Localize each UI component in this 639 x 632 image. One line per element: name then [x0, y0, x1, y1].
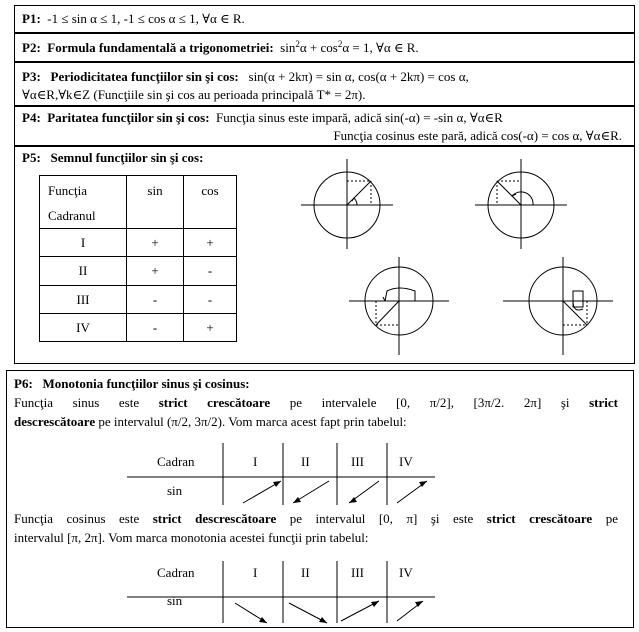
p6-cos-text-3: pe	[592, 511, 618, 526]
p2-exponent-1: 2	[295, 39, 300, 49]
header-cos: cos	[184, 176, 237, 229]
p6-sin-text-3: pe intervalul (π/2, 3π/2). Vom marca acest fapt prin tabelul:	[95, 414, 407, 429]
header-sin: sin	[127, 176, 184, 229]
p6-cos-bold-2: strict crescătoare	[486, 511, 593, 526]
cos-arrow-q4	[397, 601, 423, 621]
p2-formula-part3: α = 1, ∀α ∈ R.	[342, 40, 419, 55]
p4-box	[14, 106, 635, 146]
unit-circle-quadrant-2	[475, 159, 575, 249]
row-sin-sign: +	[127, 257, 184, 286]
unit-circle-quadrant-1	[301, 159, 401, 249]
p4-label: P4:	[22, 110, 41, 125]
p6-sin-text-1: Funcţia sinus este	[14, 395, 159, 410]
row-cos-sign: -	[184, 286, 237, 314]
row-quadrant: III	[40, 286, 127, 314]
sin-table-q4: IV	[399, 454, 413, 469]
row-cos-sign: -	[184, 257, 237, 286]
unit-circle-quadrant-3	[349, 257, 449, 355]
p3-line2: ∀α∈R,∀k∈Z (Funcţiile sin şi cos au perioada principală T* = 2π).	[22, 87, 366, 102]
p6-cos-line1	[14, 511, 618, 527]
cos-table-q3: III	[351, 565, 364, 580]
sin-arrow-q2	[293, 481, 329, 503]
row-cos-sign: +	[184, 229, 237, 257]
sin-table-q1: I	[253, 454, 258, 469]
row-quadrant: IV	[40, 314, 127, 342]
sin-arrow-q3	[349, 481, 379, 503]
p4-sin-parity: Funcţia sinus este impară, adică sin(-α) = -sin α, ∀α∈R	[216, 110, 503, 125]
p5-heading	[22, 150, 203, 166]
p6-sin-bold-2: strict	[589, 395, 618, 410]
p6-sin-line2	[14, 414, 407, 430]
p3-line1	[22, 69, 627, 85]
row-sin-sign: -	[127, 286, 184, 314]
sign-table-header-cell	[40, 176, 127, 229]
unit-circle-quadrant-4	[503, 257, 613, 355]
p3-label: P3:	[22, 69, 41, 84]
table-row	[40, 314, 237, 342]
p2-formula-part1: sin	[280, 40, 296, 55]
sign-table	[39, 175, 237, 342]
p6-cos-text-1: Funcţia cosinus este	[14, 511, 153, 526]
p2-title: Formula fundamentală a trigonometriei:	[47, 40, 274, 55]
table-row	[40, 229, 237, 257]
row-quadrant: I	[40, 229, 127, 257]
p6-sin-line1	[14, 395, 618, 411]
p1-label: P1:	[22, 11, 41, 26]
sin-table-label: sin	[167, 483, 183, 498]
p2-line	[22, 40, 419, 56]
p5-title: Semnul funcţiilor sin şi cos:	[50, 150, 204, 165]
p1-line	[22, 11, 245, 27]
table-row	[40, 286, 237, 314]
p6-cos-line2: intervalul [π, 2π]. Vom marca monotonia acestei funcţii prin tabelul:	[14, 530, 369, 545]
p6-cos-text-2: pe intervalul [0, π] şi este	[276, 511, 487, 526]
p6-heading	[14, 376, 250, 392]
cos-arrow-q3	[341, 601, 379, 621]
sin-table-q2: II	[301, 454, 310, 469]
p6-box	[6, 370, 634, 628]
p2-label: P2:	[22, 40, 41, 55]
p5-label: P5:	[22, 150, 41, 165]
cos-table-q1: I	[253, 565, 258, 580]
p6-sin-bold-1: strict crescătoare	[158, 395, 271, 410]
p3-title: Periodicitatea funcţiilor sin şi cos:	[50, 69, 239, 84]
p2-formula-part2: α + cos	[299, 40, 338, 55]
sin-arrow-q1	[243, 481, 281, 503]
p6-label: P6:	[14, 376, 33, 391]
sin-table-q3: III	[351, 454, 364, 469]
cos-table-q4: IV	[399, 565, 413, 580]
p2-box	[14, 33, 635, 62]
cos-table-head: Cadran	[157, 565, 195, 580]
row-sin-sign: -	[127, 314, 184, 342]
row-quadrant: II	[40, 257, 127, 286]
p3-box	[14, 62, 635, 106]
cos-table-q2: II	[301, 565, 310, 580]
p4-line1	[22, 110, 503, 126]
cos-arrow-q1	[235, 603, 267, 623]
p6-cos-bold-1: strict descrescătoare	[152, 511, 277, 526]
p3-formula: sin(α + 2kπ) = sin α, cos(α + 2kπ) = cos α,	[248, 69, 469, 84]
p6-title: Monotonia funcţiilor sinus şi cosinus:	[42, 376, 250, 391]
header-functia: Funcţia	[48, 183, 87, 198]
cos-arrow-q2	[289, 603, 327, 623]
cos-table-label: sin	[167, 593, 183, 608]
p4-title: Paritatea funcţiilor sin şi cos:	[47, 110, 210, 125]
p6-sin-bold-3: descrescătoare	[14, 414, 96, 429]
row-cos-sign: +	[184, 314, 237, 342]
p2-exponent-2: 2	[337, 39, 343, 49]
p1-box	[14, 5, 635, 33]
p6-sin-text-2: pe intervalele [0, π/2], [3π/2. 2π] şi	[270, 395, 590, 410]
p4-line2: Funcţia cosinus este pară, adică cos(-α) = cos α, ∀α∈R.	[333, 128, 622, 143]
p1-text: -1 ≤ sin α ≤ 1, -1 ≤ cos α ≤ 1, ∀α ∈ R.	[47, 11, 245, 26]
header-cadranul: Cadranul	[48, 208, 96, 223]
p5-box	[14, 146, 635, 364]
table-row	[40, 257, 237, 286]
sin-table-head: Cadran	[157, 454, 195, 469]
row-sin-sign: +	[127, 229, 184, 257]
sin-arrow-q4	[397, 481, 427, 503]
